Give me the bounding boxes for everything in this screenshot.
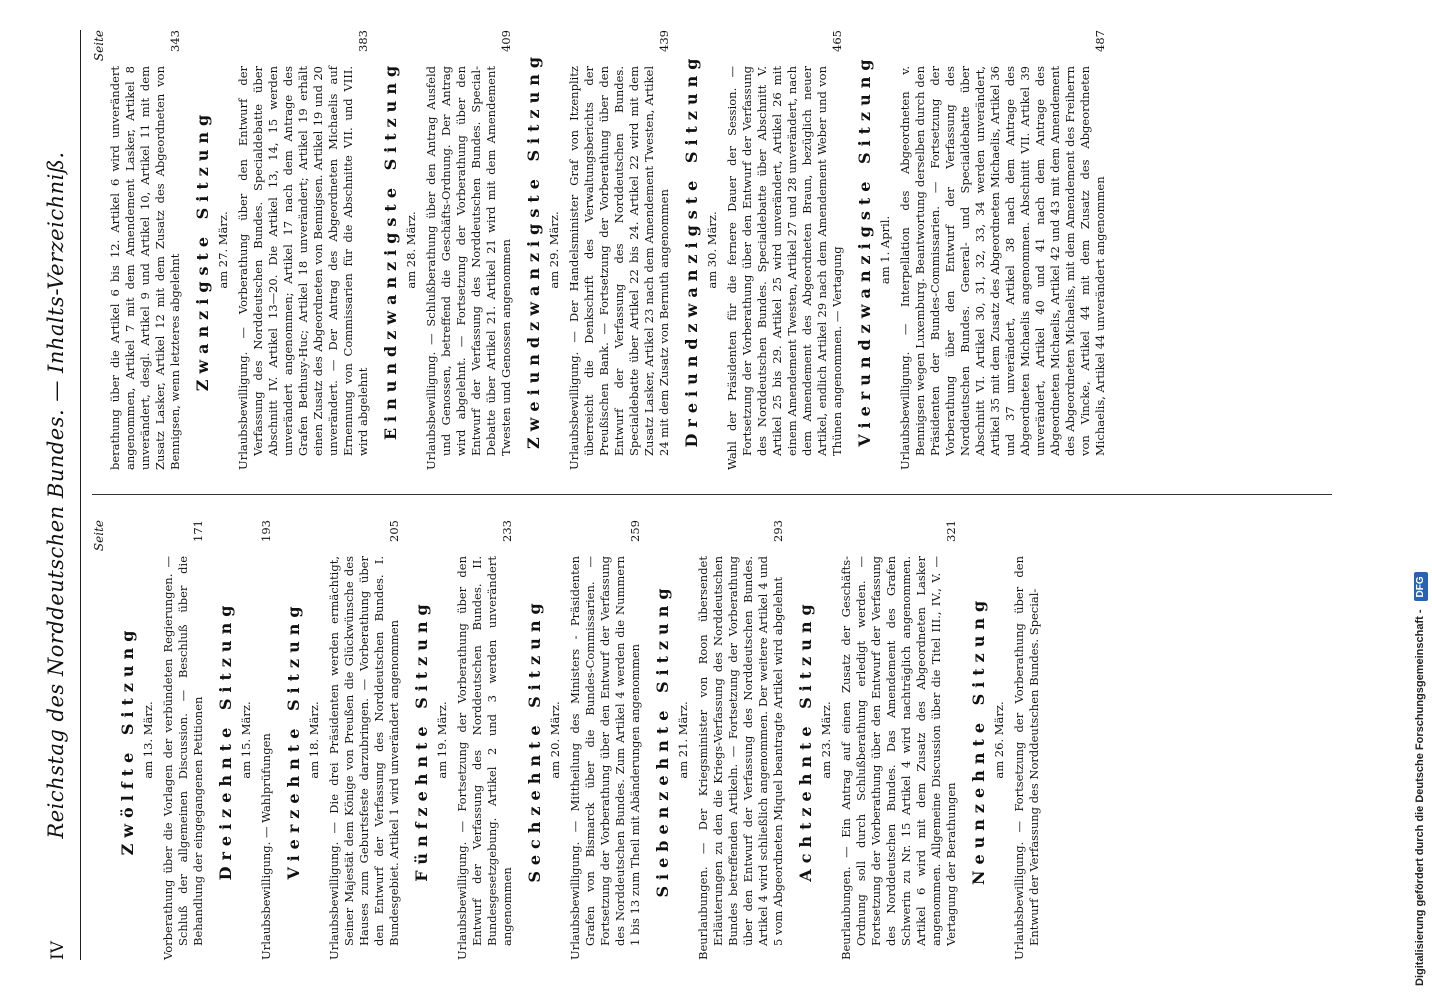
entry-text: berathung über die Artikel 6 bis 12. Artikel 6 wird unverändert angenommen, Artikel 7 mit dem Amendement Lasker, Artikel 8 unverändert, desgl. Artikel 9 und Artikel 10, Artikel 11 mit dem Zusatz Lasker, Artikel 12 mit dem Zusatz des Abgeordneten von Bennigsen, wenn letzteres abgelehnt (108, 66, 182, 470)
entry-text: Urlaubsbewilligung. — Fortsetzung der Vorberathung über den Entwurf der Verfassung des Norddeutschen Bundes. II. Bundesgesetzgebung. Artikel 2 und 3 werden unverändert angenommen (455, 556, 514, 960)
toc-entry (455, 520, 515, 960)
session-block (525, 520, 643, 960)
entry-page-number: 409 (499, 30, 513, 52)
entry-text: Beurlaubungen. — Ein Antrag auf einen Zusatz der Geschäfts-Ordnung soll durch Schlußberathung erledigt werden. — Fortsetzung der Vorberathung über den Entwurf der Verfassung des Norddeutschen Bundes. Das Amendement des Grafen Schwerin zu Nr. 15 Artikel 4 wird nachträglich angenommen. Artikel 6 wird mit dem Zusatz des Abgeordneten Lasker angenommen. Allgemeine Discussion über die Titel III., IV., V. — Vertagung der Berathungen (839, 556, 958, 960)
entry-page-number: 487 (1093, 30, 1107, 52)
entry-text: Urlaubsbewilligung. — Der Handelsminister Graf von Itzenplitz überreicht die Denkschrift des Verwaltungsberichts der Preußischen Bank. — Fortsetzung der Vorberathung über den Entwurf der Verfassung des Norddeutschen Bundes. Specialdebatte über Artikel 22 bis 24. Artikel 22 wird mit dem Zusatz Lasker, Artikel 23 nach dem Amendement Twesten, Artikel 24 mit dem Zusatz von Bernuth angenommen (567, 66, 671, 470)
entry-text: Urlaubsbewilligung. — Wahlprüfungen (259, 733, 273, 960)
session-title: Achtzehnte Sitzung (796, 598, 815, 882)
session-title: Vierundzwanzigste Sitzung (855, 53, 874, 447)
entry-page-number: 193 (259, 520, 273, 542)
entry-page-number: 293 (771, 520, 785, 542)
left-session-list (118, 520, 1042, 960)
session-block (216, 520, 274, 960)
toc-entry (161, 520, 206, 960)
session-block (796, 520, 959, 960)
session-title: Dreiundzwanzigste Sitzung (682, 52, 701, 448)
entry-text: Wahl der Präsidenten für die fernere Dauer der Session. — Fortsetzung der Vorberathung über den Entwurf der Verfassung des Norddeutschen Bundes. Specialdebatte über Abschnitt V. Artikel 25 bis 29. Artikel 25 wird unverändert, Artikel 26 mit einem Amendement Twesten, Artikel 27 und 28 unverändert, nach dem Amendement des Abgeordneten Braun, bezüglich neuer Artikel, endlich Artikel 29 nach dem Amendement Weber und von Thünen angenommen. — Vertagung (725, 66, 844, 470)
session-title: Einundzwanzigste Sitzung (381, 59, 400, 441)
toc-entry (424, 30, 514, 470)
entry-page-number: 439 (657, 30, 671, 52)
session-block (682, 30, 845, 470)
page-header (40, 30, 81, 960)
session-block (193, 30, 371, 470)
session-title: Vierzehnte Sitzung (284, 600, 303, 880)
session-date: am 20. März. (548, 701, 562, 779)
session-date: am 15. März. (239, 701, 253, 779)
toc-entry (568, 520, 643, 960)
session-date: am 19. März. (435, 701, 449, 779)
session-block (524, 30, 672, 470)
session-date: am 28. März. (404, 211, 418, 289)
entry-text: Urlaubsbewilligung. — Interpellation des Abgeordneten v. Bennigsen wegen Luxemburg. Beantwortung derselben durch den Präsidenten der Bundes-Commissarien. — Fortsetzung der Vorberathung über den Entwurf der Verfassung des Norddeutschen Bundes. General- und Specialdebatte über Abschnitt VI. Artikel 30, 31, 32, 33, 34 werden unverändert, Artikel 35 mit dem Zusatz des Abgeordneten Michaelis, Artikel 36 und 37 unverändert, Artikel 38 nach dem Antrage des Abgeordneten Michaelis angenommen. Abschnitt VII. Artikel 39 unverändert, Artikel 40 und 41 nach dem Antrage des Abgeordneten Michaelis, Artikel 42 und 43 mit dem Amendement des Abgeordneten Michaelis, mit dem Amendement des Freiherrn von Vincke, Artikel 44 mit dem Zusatz des Abgeordneten Michaelis, Artikel 44 unverändert angenommen (898, 66, 1107, 470)
credit-line (1408, 0, 1432, 1000)
toc-entry (839, 520, 959, 960)
session-title: Siebenzehnte Sitzung (653, 582, 672, 898)
session-block (653, 520, 786, 960)
toc-entry (696, 520, 786, 960)
session-date: am 26. März. (992, 701, 1006, 779)
entry-page-number: 343 (168, 30, 182, 52)
left-column (92, 520, 1332, 960)
session-title: Zwanzigste Sitzung (193, 108, 212, 392)
session-title: Zweiundzwanzigste Sitzung (524, 50, 543, 450)
session-date: am 27. März. (216, 211, 230, 289)
toc-entry (725, 30, 845, 470)
session-title: Fünfzehnte Sitzung (412, 598, 431, 882)
session-block (969, 520, 1042, 960)
entry-text: Urlaubsbewilligung. — Die drei Präsidenten werden ermächtigt, Seiner Majestät dem Könige von Preußen die Glückwünsche des Hauses zum Geburtsfeste darzubringen. — Vorberathung über den Entwurf der Verfassung des Norddeutschen Bundes. I. Bundesgebiet. Artikel 1 wird unverändert angenommen (327, 556, 401, 960)
session-title: Zwölfte Sitzung (118, 624, 137, 856)
session-date: am 18. März. (307, 701, 321, 779)
entry-page-number: 465 (830, 30, 844, 52)
session-date: am 29. März. (547, 211, 561, 289)
entry-page-number: 321 (944, 520, 958, 542)
digitization-credit (1408, 0, 1432, 1000)
toc-entry (259, 520, 274, 960)
entry-text: Vorberathung über die Vorlagen der verbündeten Regierungen. — Schluß der allgemeinen Discussion. — Beschluß über die Behandlung der eingegangenen Petitionen (161, 556, 205, 960)
session-date: am 21. März. (676, 701, 690, 779)
session-date: am 30. März. (705, 211, 719, 289)
session-title: Dreizehnte Sitzung (216, 599, 235, 881)
page-content (40, 30, 1340, 960)
entry-text: Beurlaubungen. — Der Kriegsminister von Roon übersendet Erläuterungen zu den die Kriegs-Verfassung des Norddeutschen Bundes betreffenden Artikeln. — Fortsetzung der Vorberathung über den Entwurf der Verfassung des Norddeutschen Bundes. Artikel 4 wird schließlich angenommen. Der weitere Artikel 4 und 5 vom Abgeordneten Miquel beantragte Artikel wird abgelehnt (696, 556, 785, 960)
session-date: am 23. März. (819, 701, 833, 779)
toc-entry (236, 30, 371, 470)
session-date: am 13. März. (141, 701, 155, 779)
session-title: Sechzehnte Sitzung (525, 597, 544, 883)
entry-text: Urlaubsbewilligung. — Fortsetzung der Vorberathung über den Entwurf der Verfassung des Norddeutschen Bundes. Special- (1012, 556, 1041, 960)
entry-page-number: 233 (500, 520, 514, 542)
right-session-list (108, 30, 1108, 470)
right-column (92, 30, 1332, 470)
session-block (108, 30, 183, 470)
toc-entry (108, 30, 183, 470)
seite-label-left: Seite (92, 520, 106, 552)
session-block (118, 520, 206, 960)
session-title: Neunzehnte Sitzung (969, 594, 988, 886)
entry-text: Urlaubsbewilligung. — Schlußberathung über den Antrag Ausfeld und Genossen, betreffend die Geschäfts-Ordnung. Der Antrag wird abgelehnt. — Fortsetzung der Vorberathung über den Entwurf der Verfassung des Norddeutschen Bundes. Special-Debatte über Artikel 21. Artikel 21 wird mit dem Amendement Twesten und Genossen angenommen (424, 66, 513, 470)
entry-text: Urlaubsbewilligung. — Vorberathung über den Entwurf der Verfassung des Norddeutschen Bundes. Specialdebatte über Abschnitt IV. Artikel 13—20. Die Artikel 13, 14, 15 werden unverändert angenommen; Artikel 17 nach dem Antrage des Grafen Bethusy-Huc; Artikel 18 unverändert; Artikel 19 erhält einen Zusatz des Abgeordneten von Bennigsen. Artikel 19 und 20 unverändert. — Der Antrag des Abgeordneten Michaelis auf Ernennung von Commissarien für die Abschnitte VII. und VIII. wird abgelehnt (236, 66, 370, 470)
running-title: Reichstag des Norddeutschen Bundes. — Inhalts-Verzeichniß. (44, 151, 68, 839)
credit-text: Digitalisierung gefördert durch die Deutsche Forschungsgemeinschaft - (1414, 609, 1426, 986)
session-date: am 1. April. (878, 215, 892, 285)
session-block (381, 30, 514, 470)
entry-page-number: 205 (387, 520, 401, 542)
column-divider (92, 494, 1332, 495)
dfg-logo: DFG (1414, 572, 1428, 601)
session-block (284, 520, 402, 960)
session-block (412, 520, 515, 960)
toc-entry (898, 30, 1108, 470)
session-block (855, 30, 1108, 470)
entry-page-number: 383 (356, 30, 370, 52)
entry-text: Urlaubsbewilligung. — Mittheilung des Ministers - Präsidenten Grafen von Bismarck über die Bundes-Commissarien. — Fortsetzung der Vorberathung über den Entwurf der Verfassung des Norddeutschen Bundes. Zum Artikel 4 werden die Nummern 1 bis 13 zum Theil mit Abänderungen angenommen (568, 556, 642, 960)
entry-page-number: 259 (628, 520, 642, 542)
seite-label-right: Seite (92, 30, 106, 62)
entry-page-number: 171 (191, 520, 205, 542)
page-number: IV (48, 941, 68, 960)
toc-entry (327, 520, 402, 960)
toc-entry (1012, 520, 1042, 960)
toc-entry (567, 30, 672, 470)
